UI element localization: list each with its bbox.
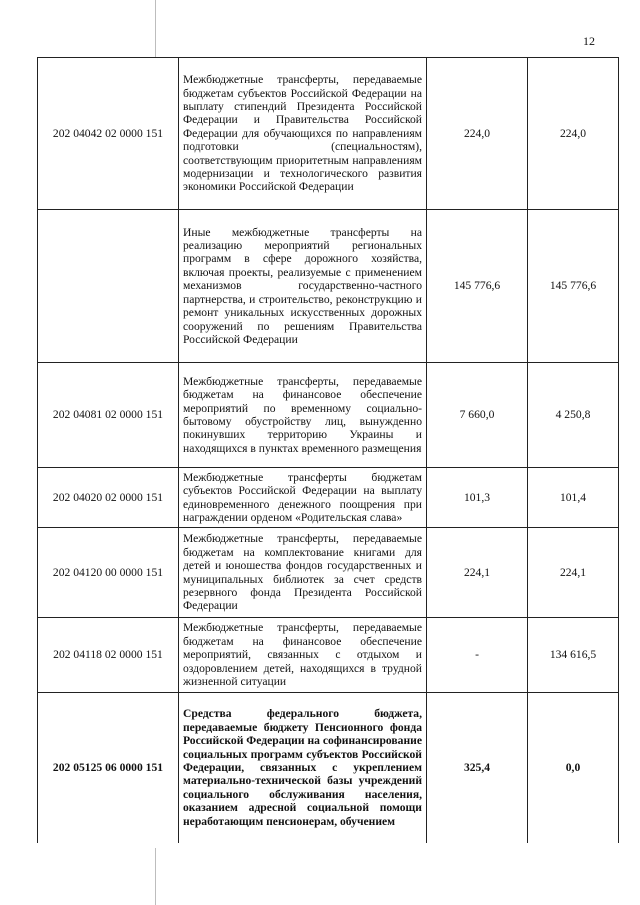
table-row	[38, 58, 619, 210]
value-column-1: 325,4	[427, 693, 528, 843]
description: Межбюджетные трансферты, передаваемые бюджетам субъектов Российской Федерации на выплату стипендий Президента Российской Федерации и Правительства Российской Федерации для обучающихся по направлениям подготовки (специальностям), соответствующим приоритетным направлениям модернизации и технологического развития экономики Российской Федерации	[179, 58, 427, 210]
budget-code: 202 04081 02 0000 151	[38, 363, 179, 468]
value-column-2: 101,4	[528, 468, 619, 528]
table-row	[38, 528, 619, 618]
budget-code: 202 04120 00 0000 151	[38, 528, 179, 618]
description: Средства федерального бюджета, передаваемые бюджету Пенсионного фонда Российской Федерации на софинансирование социальных программ субъектов Российской Федерации, связанных с укреплением материально-технической базы учреждений социального обслуживания населения, оказанием адресной социальной помощи неработающим пенсионерам, обучением	[179, 693, 427, 843]
value-column-1: 101,3	[427, 468, 528, 528]
budget-code	[38, 210, 179, 363]
description: Межбюджетные трансферты бюджетам субъектов Российской Федерации на выплату единовременного денежного поощрения при награждении орденом «Родительская слава»	[179, 468, 427, 528]
table-row	[38, 363, 619, 468]
value-column-2: 0,0	[528, 693, 619, 843]
value-column-2: 4 250,8	[528, 363, 619, 468]
table-row	[38, 693, 619, 843]
budget-code: 202 04042 02 0000 151	[38, 58, 179, 210]
value-column-1: 7 660,0	[427, 363, 528, 468]
description: Иные межбюджетные трансферты на реализацию мероприятий региональных программ в сфере дорожного хозяйства, включая проекты, реализуемые с применением механизмов государственно-частного партнерства, и строительство, реконструкцию и ремонт уникальных искусственных дорожных сооружений по решениям Правительства Российской Федерации	[179, 210, 427, 363]
value-column-2: 224,1	[528, 528, 619, 618]
binding-fold-line	[155, 0, 156, 57]
page-number: 12	[583, 34, 595, 48]
budget-code: 202 05125 06 0000 151	[38, 693, 179, 843]
binding-fold-line-lower	[155, 848, 156, 905]
description: Межбюджетные трансферты, передаваемые бюджетам на финансовое обеспечение мероприятий, связанных с отдыхом и оздоровлением детей, находящихся в трудной жизненной ситуации	[179, 618, 427, 693]
value-column-2: 145 776,6	[528, 210, 619, 363]
description: Межбюджетные трансферты, передаваемые бюджетам на комплектование книгами для детей и юношества фондов государственных и муниципальных библиотек за счет средств резервного фонда Президента Российской Федерации	[179, 528, 427, 618]
table-row	[38, 210, 619, 363]
budget-code: 202 04118 02 0000 151	[38, 618, 179, 693]
value-column-2: 134 616,5	[528, 618, 619, 693]
description: Межбюджетные трансферты, передаваемые бюджетам на финансовое обеспечение мероприятий по временному социально-бытовому обустройству лиц, вынужденно покинувших территорию Украины и находящихся в пунктах временного размещения	[179, 363, 427, 468]
budget-table	[37, 57, 619, 843]
value-column-1: -	[427, 618, 528, 693]
budget-code: 202 04020 02 0000 151	[38, 468, 179, 528]
table-row	[38, 618, 619, 693]
value-column-2: 224,0	[528, 58, 619, 210]
value-column-1: 224,1	[427, 528, 528, 618]
value-column-1: 145 776,6	[427, 210, 528, 363]
value-column-1: 224,0	[427, 58, 528, 210]
table-row	[38, 468, 619, 528]
